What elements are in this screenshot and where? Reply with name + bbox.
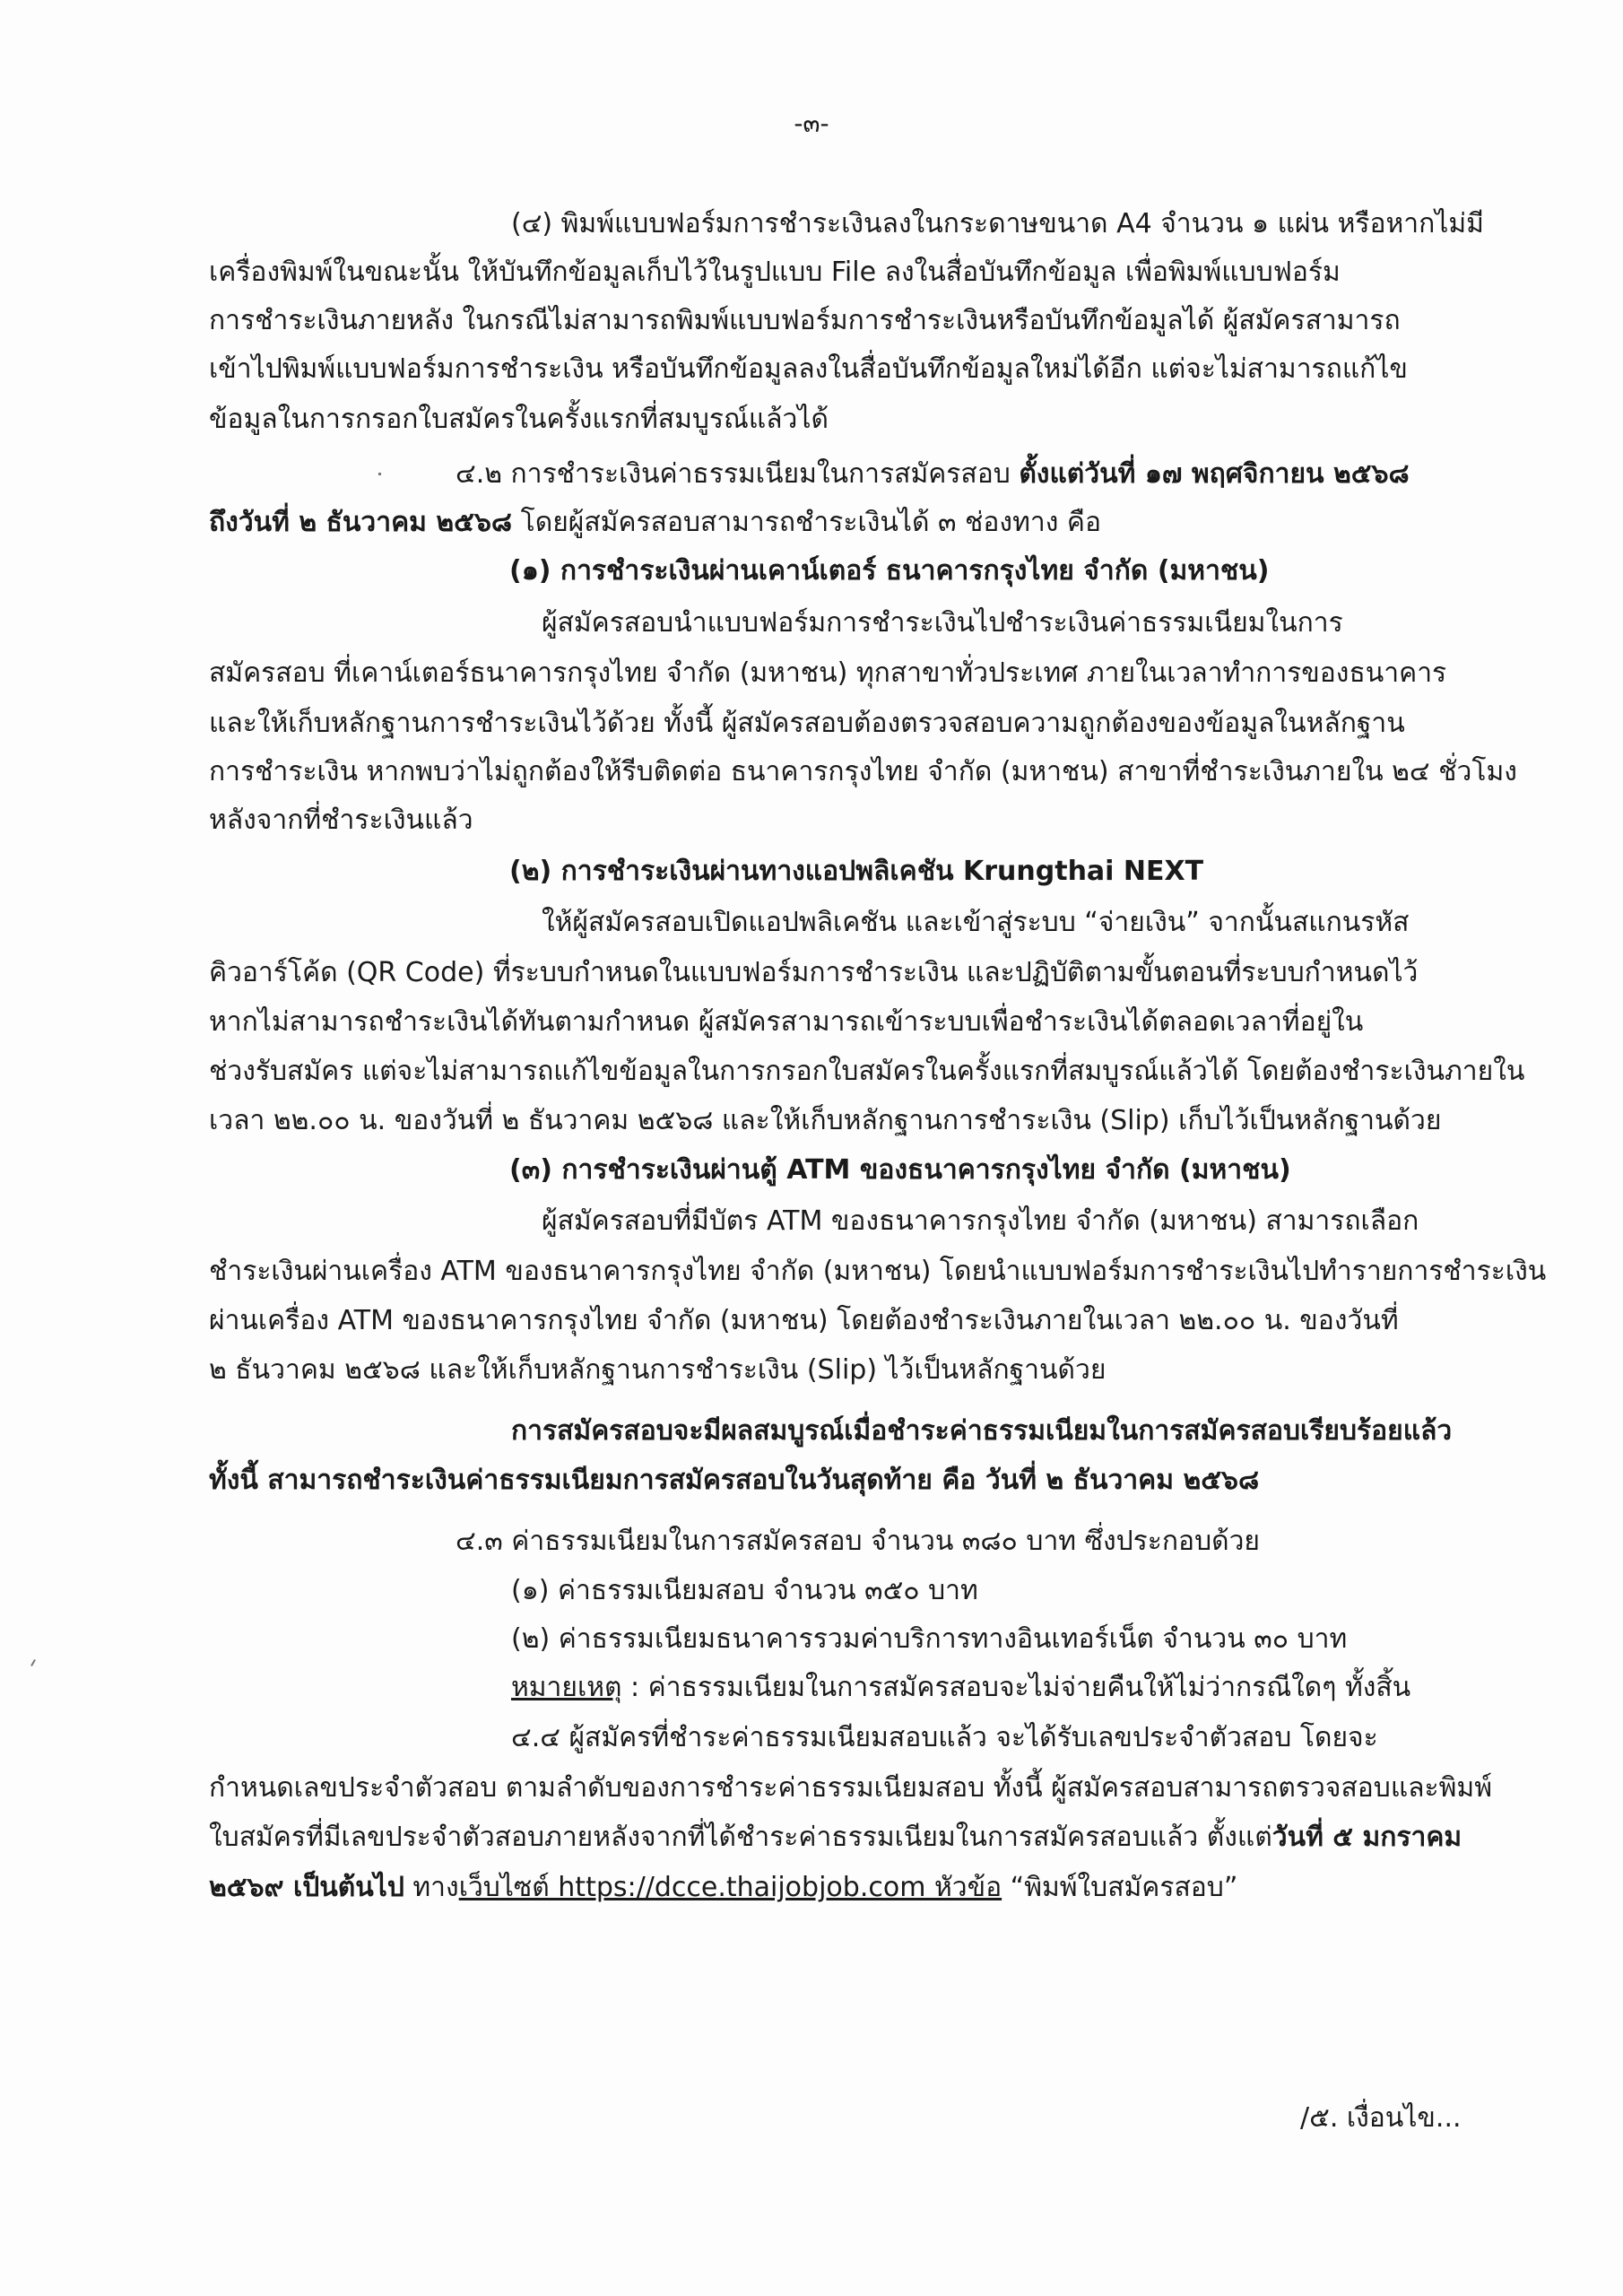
- remark-text: : ค่าธรรมเนียมในการสมัครสอบจะไม่จ่ายคืนให้ไม่ว่ากรณีใดๆ ทั้งสิ้น: [621, 1672, 1411, 1703]
- scan-speck: [30, 1659, 36, 1666]
- channel-1-line-3: และให้เก็บหลักฐานการชำระเงินไว้ด้วย ทั้งนี้ ผู้สมัครสอบต้องตรวจสอบความถูกต้องของข้อมูลในหลักฐาน: [209, 708, 1405, 739]
- channel-3-line-4: ๒ ธันวาคม ๒๕๖๘ และให้เก็บหลักฐานการชำระเงิน (Slip) ไว้เป็นหลักฐานด้วย: [209, 1354, 1107, 1386]
- section-4-3-remark: [511, 1668, 1410, 1708]
- scan-speck: [378, 473, 381, 475]
- channel-3-line-2: ชำระเงินผ่านเครื่อง ATM ของธนาคารกรุงไทย จำกัด (มหาชน) โดยนำแบบฟอร์มการชำระเงินไปทำรายการชำระเงิน: [209, 1256, 1547, 1287]
- section-4-1-4-line-2: เครื่องพิมพ์ในขณะนั้น ให้บันทึกข้อมูลเก็บไว้ในรูปแบบ File ลงในสื่อบันทึกข้อมูล เพื่อพิมพ์แบบฟอร์ม: [209, 257, 1341, 288]
- section-4-2-intro: ๔.๒ การชำระเงินค่าธรรมเนียมในการสมัครสอบ: [456, 458, 1020, 490]
- channel-2-heading: (๒) การชำระเงินผ่านทางแอปพลิเคชัน Krungthai NEXT: [509, 856, 1204, 887]
- section-4-2-channels: โดยผู้สมัครสอบสามารถชำระเงินได้ ๓ ช่องทาง คือ: [512, 507, 1101, 538]
- section-4-4-line-3: [209, 1818, 1462, 1857]
- section-4-2-line-1: [456, 455, 1410, 494]
- section-4-3-heading: ๔.๓ ค่าธรรมเนียมในการสมัครสอบ จำนวน ๓๘๐ บาท ซึ่งประกอบด้วย: [456, 1526, 1261, 1557]
- section-4-4-line-4: [209, 1868, 1237, 1908]
- channel-2-line-5: เวลา ๒๒.๐๐ น. ของวันที่ ๒ ธันวาคม ๒๕๖๘ และให้เก็บหลักฐานการชำระเงิน (Slip) เก็บไว้เป็นหลักฐานด้วย: [209, 1105, 1442, 1136]
- section-4-1-4-line-4: เข้าไปพิมพ์แบบฟอร์มการชำระเงิน หรือบันทึกข้อมูลลงในสื่อบันทึกข้อมูลใหม่ได้อีก แต่จะไม่สามารถแก้ไข: [209, 353, 1408, 385]
- next-page-marker: /๕. เงื่อนไข...: [1300, 2102, 1462, 2134]
- website-link[interactable]: เว็บไซต์ https://dcce.thaijobjob.com หัวข้อ: [458, 1872, 1002, 1903]
- section-4-2-start-date: ตั้งแต่วันที่ ๑๗ พฤศจิกายน ๒๕๖๘: [1019, 458, 1410, 490]
- channel-1-line-2: สมัครสอบ ที่เคาน์เตอร์ธนาคารกรุงไทย จำกัด (มหาชน) ทุกสาขาทั่วประเทศ ภายในเวลาทำการของธนาคาร: [209, 657, 1447, 689]
- channel-2-line-3: หากไม่สามารถชำระเงินได้ทันตามกำหนด ผู้สมัครสามารถเข้าระบบเพื่อชำระเงินได้ตลอดเวลาที่อยู่ใน: [209, 1006, 1364, 1038]
- section-4-1-4-line-3: การชำระเงินภายหลัง ในกรณีไม่สามารถพิมพ์แบบฟอร์มการชำระเงินหรือบันทึกข้อมูลได้ ผู้สมัครสามารถ: [209, 305, 1401, 336]
- channel-1-line-4: การชำระเงิน หากพบว่าไม่ถูกต้องให้รีบติดต่อ ธนาคารกรุงไทย จำกัด (มหาชน) สาขาที่ชำระเงินภายใน ๒๔ ชั่วโมง: [209, 756, 1517, 787]
- section-4-4-line-1: ๔.๔ ผู้สมัครที่ชำระค่าธรรมเนียมสอบแล้ว จะได้รับเลขประจำตัวสอบ โดยจะ: [511, 1722, 1378, 1753]
- channel-3-line-3: ผ่านเครื่อง ATM ของธนาคารกรุงไทย จำกัด (มหาชน) โดยต้องชำระเงินภายในเวลา ๒๒.๐๐ น. ของวันที่: [209, 1305, 1399, 1336]
- remark-label: หมายเหตุ: [511, 1672, 622, 1703]
- print-start-year: ๒๕๖๙ เป็นต้นไป: [209, 1872, 404, 1903]
- channel-1-line-5: หลังจากที่ชำระเงินแล้ว: [209, 804, 473, 836]
- section-4-3-item-2: (๒) ค่าธรรมเนียมธนาคารรวมค่าบริการทางอินเทอร์เน็ต จำนวน ๓๐ บาท: [511, 1623, 1348, 1655]
- topic-text: “พิมพ์ใบสมัครสอบ”: [1002, 1872, 1238, 1903]
- channel-2-line-4: ช่วงรับสมัคร แต่จะไม่สามารถแก้ไขข้อมูลในการกรอกใบสมัครในครั้งแรกที่สมบูรณ์แล้วได้ โดยต้องชำระเงินภายใน: [209, 1056, 1525, 1087]
- section-4-2-line-2: [209, 503, 1101, 543]
- section-4-1-4-line-1: (๔) พิมพ์แบบฟอร์มการชำระเงินลงในกระดาษขนาด A4 จำนวน ๑ แผ่น หรือหากไม่มี: [511, 208, 1484, 239]
- section-4-3-item-1: (๑) ค่าธรรมเนียมสอบ จำนวน ๓๕๐ บาท: [511, 1575, 978, 1606]
- channel-1-heading: (๑) การชำระเงินผ่านเคาน์เตอร์ ธนาคารกรุงไทย จำกัด (มหาชน): [509, 555, 1270, 587]
- channel-3-line-1: ผู้สมัครสอบที่มีบัตร ATM ของธนาคารกรุงไทย จำกัด (มหาชน) สามารถเลือก: [542, 1205, 1419, 1237]
- completion-note-line-1: การสมัครสอบจะมีผลสมบูรณ์เมื่อชำระค่าธรรมเนียมในการสมัครสอบเรียบร้อยแล้ว: [511, 1415, 1453, 1447]
- section-4-2-end-date: ถึงวันที่ ๒ ธันวาคม ๒๕๖๘: [209, 507, 513, 538]
- channel-1-line-1: ผู้สมัครสอบนำแบบฟอร์มการชำระเงินไปชำระเงินค่าธรรมเนียมในการ: [542, 607, 1343, 639]
- section-4-4-line-2: กำหนดเลขประจำตัวสอบ ตามลำดับของการชำระค่าธรรมเนียมสอบ ทั้งนี้ ผู้สมัครสอบสามารถตรวจสอบและพิมพ์: [209, 1772, 1492, 1804]
- channel-2-line-2: คิวอาร์โค้ด (QR Code) ที่ระบบกำหนดในแบบฟอร์มการชำระเงิน และปฏิบัติตามขั้นตอนที่ระบบกำหนดไว้: [209, 957, 1419, 988]
- print-start-date: วันที่ ๕ มกราคม: [1271, 1822, 1462, 1853]
- completion-note-line-2: ทั้งนี้ สามารถชำระเงินค่าธรรมเนียมการสมัครสอบในวันสุดท้าย คือ วันที่ ๒ ธันวาคม ๒๕๖๘: [209, 1465, 1260, 1496]
- section-4-4-line-3-text: ใบสมัครที่มีเลขประจำตัวสอบภายหลังจากที่ได้ชำระค่าธรรมเนียมในการสมัครสอบแล้ว ตั้งแต่: [209, 1822, 1272, 1853]
- page-number: -๓-: [794, 109, 829, 138]
- via-text: ทาง: [404, 1872, 459, 1903]
- channel-3-heading: (๓) การชำระเงินผ่านตู้ ATM ของธนาคารกรุงไทย จำกัด (มหาชน): [509, 1154, 1291, 1186]
- channel-2-line-1: ให้ผู้สมัครสอบเปิดแอปพลิเคชัน และเข้าสู่ระบบ “จ่ายเงิน” จากนั้นสแกนรหัส: [542, 907, 1410, 938]
- section-4-1-4-line-5: ข้อมูลในการกรอกใบสมัครในครั้งแรกที่สมบูรณ์แล้วได้: [209, 404, 829, 435]
